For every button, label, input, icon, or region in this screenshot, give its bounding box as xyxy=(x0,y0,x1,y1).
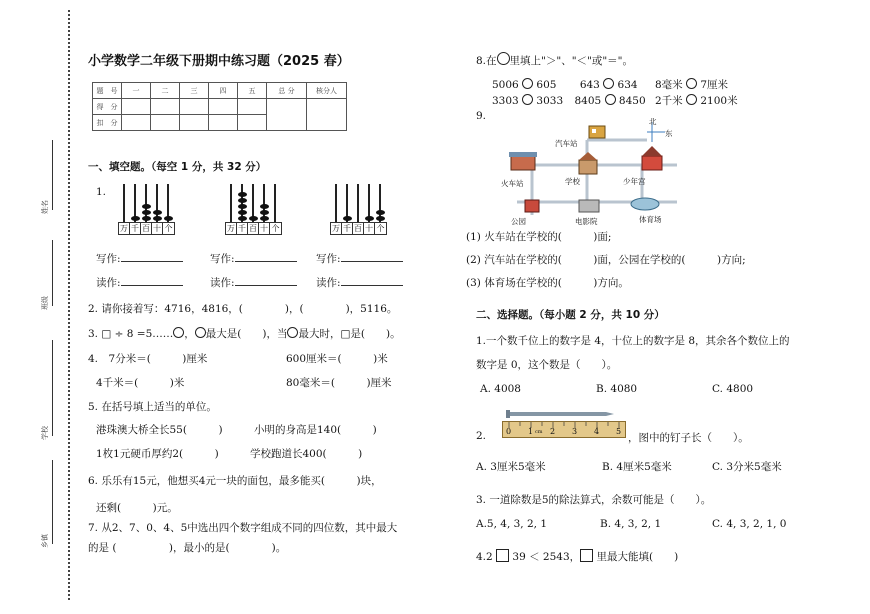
abacus-bead xyxy=(376,216,385,221)
write-line-1 xyxy=(96,251,183,266)
square-box[interactable] xyxy=(580,549,593,562)
abacus-bead xyxy=(343,216,352,221)
question-5: 5. 在括号填上适当的单位。 xyxy=(88,401,217,413)
abacus-bead xyxy=(142,216,151,221)
map-bus-label: 汽车站 xyxy=(555,139,578,148)
write-label: 写作: xyxy=(96,253,121,265)
circle-icon xyxy=(195,327,206,338)
question-2: 2. 请你接着写：4716，4816，( )，( )，5116。 xyxy=(88,303,398,315)
abacus-place-label: 个 xyxy=(376,224,385,233)
abacus-bead xyxy=(238,198,247,203)
question-4d: 80毫米＝( )厘米 xyxy=(286,377,392,389)
choice-2-text: ，图中的钉子长（ ）。 xyxy=(628,432,749,444)
choice-2-option-a[interactable]: A. 3厘米5毫米 xyxy=(476,461,546,473)
compare-circle[interactable] xyxy=(686,78,697,89)
choice-1-option-a[interactable]: A. 4008 xyxy=(480,383,521,395)
ruler-mark: 3 xyxy=(572,427,578,436)
score-table-header-row xyxy=(93,83,347,99)
ruler-mark: 1 xyxy=(528,427,534,436)
side-class-label: 班级 xyxy=(41,296,49,310)
choice-4: 4.2 39 ＜ 2543， 里最大能填( ) xyxy=(476,551,679,563)
score-row-label: 扣 分 xyxy=(93,115,122,131)
read-answer-blank[interactable] xyxy=(121,285,183,286)
abacus-place-label: 十 xyxy=(153,224,161,233)
question-6b: 还剩( )元。 xyxy=(96,502,178,514)
section-2-heading: 二、选择题。（每小题 2 分，共 10 分） xyxy=(476,309,665,321)
choice-1b: 数字是 0，这个数是（ ）。 xyxy=(476,359,618,371)
abacus-rod xyxy=(123,184,125,222)
compare-circle[interactable] xyxy=(686,94,697,105)
score-header-cell: 五 xyxy=(238,83,267,99)
choice-3-option-a[interactable]: A.5, 4, 3, 2, 1 xyxy=(476,518,548,530)
abacus-place-label: 万 xyxy=(332,224,340,233)
compare-circle[interactable] xyxy=(522,94,533,105)
question-5b: 小明的身高是140( ) xyxy=(254,424,377,436)
page-title: 小学数学二年级下册期中练习题（2025 春） xyxy=(88,54,350,69)
circle-icon xyxy=(173,327,184,338)
score-cell[interactable] xyxy=(238,99,267,115)
abacus-place-label: 十 xyxy=(365,224,373,233)
map-train-label: 火车站 xyxy=(501,179,524,188)
compare-circle[interactable] xyxy=(603,78,614,89)
abacus-bead xyxy=(238,192,247,197)
choice-3-option-b[interactable]: B. 4, 3, 2, 1 xyxy=(600,518,662,530)
write-line-3 xyxy=(316,251,403,266)
square-box[interactable] xyxy=(496,549,509,562)
question-8: 8.在 里填上"＞"、"＜"或"＝"。 xyxy=(476,52,633,68)
abacus-place-label: 万 xyxy=(120,224,128,233)
abacus-place-labels xyxy=(118,222,175,235)
ruler-ticks xyxy=(503,422,627,439)
question-3: 3. □ ÷ 8 =5…… ， 最大是( )，当 最大时，□是( )。 xyxy=(88,328,401,340)
read-label: 读作: xyxy=(210,277,235,289)
binding-dotted-line xyxy=(68,10,70,600)
score-cell[interactable] xyxy=(122,99,151,115)
side-township-line xyxy=(52,460,53,544)
abacus-place-label: 个 xyxy=(164,224,173,233)
abacus-rod xyxy=(274,184,276,222)
choice-2-option-b[interactable]: B. 4厘米5毫米 xyxy=(602,461,672,473)
q8-row-1: 5006 605 643 634 8毫米 7厘米 xyxy=(492,79,728,91)
choice-3-option-c[interactable]: C. 4, 3, 2, 1, 0 xyxy=(712,518,787,530)
abacus-bead xyxy=(164,216,173,221)
abacus-place-label: 千 xyxy=(131,224,139,233)
abacus-place-label: 十 xyxy=(260,224,268,233)
nail-icon xyxy=(506,409,616,419)
read-label: 读作: xyxy=(316,277,341,289)
score-table xyxy=(92,82,347,131)
abacus-bead xyxy=(131,216,140,221)
abacus-bead xyxy=(376,210,385,215)
side-school-line xyxy=(52,340,53,436)
choice-2-option-c[interactable]: C. 3分米5毫米 xyxy=(712,461,782,473)
question-4b: 600厘米＝( )米 xyxy=(286,353,388,365)
score-header-cell: 四 xyxy=(209,83,238,99)
question-7a: 7. 从2、7、0、4、5中选出四个数字组成不同的四位数，其中最大 xyxy=(88,522,398,534)
score-header-cell: 二 xyxy=(151,83,180,99)
score-header-cell: 三 xyxy=(180,83,209,99)
score-header-cell: 核分人 xyxy=(307,83,347,99)
score-cell[interactable] xyxy=(122,115,151,131)
question-9-3: (3) 体育场在学校的( )方向。 xyxy=(466,277,629,289)
question-7b: 的是 ( )，最小的是( )。 xyxy=(88,542,287,554)
question-4c: 4千米＝( )米 xyxy=(96,377,185,389)
write-label: 写作: xyxy=(210,253,235,265)
score-cell[interactable] xyxy=(180,99,209,115)
score-cell[interactable] xyxy=(151,99,180,115)
circle-icon xyxy=(287,327,298,338)
read-label: 读作: xyxy=(96,277,121,289)
abacus-rod xyxy=(357,184,359,222)
abacus-rod xyxy=(230,184,232,222)
score-cell[interactable] xyxy=(209,99,238,115)
question-9-1: (1) 火车站在学校的( )面; xyxy=(466,231,612,243)
map-east-label: 东 xyxy=(665,129,673,138)
compare-circle[interactable] xyxy=(605,94,616,105)
map-north-label: 北 xyxy=(649,117,657,126)
ruler-mark: 5 xyxy=(616,427,622,436)
write-answer-blank[interactable] xyxy=(341,261,403,262)
abacus-bead xyxy=(260,210,269,215)
ruler-figure xyxy=(502,421,626,438)
abacus-place-label: 百 xyxy=(142,224,150,233)
score-header-cell: 题 号 xyxy=(93,83,122,99)
side-school-label: 学校 xyxy=(41,426,49,440)
abacus-bead xyxy=(153,216,162,221)
side-name-label: 姓名 xyxy=(41,200,49,214)
score-header-cell: 总 分 xyxy=(267,83,307,99)
abacus-bead xyxy=(142,204,151,209)
abacus-place-label: 百 xyxy=(249,224,257,233)
ruler-mark: 4 xyxy=(594,427,600,436)
write-label: 写作: xyxy=(316,253,341,265)
score-cell[interactable] xyxy=(180,115,209,131)
abacus-bead xyxy=(238,204,247,209)
map-school-label: 学校 xyxy=(565,177,580,186)
section-1-heading: 一、填空题。（每空 1 分，共 32 分） xyxy=(88,161,267,173)
checker-cell[interactable] xyxy=(307,99,347,131)
abacus-bead xyxy=(238,216,247,221)
score-cell[interactable] xyxy=(209,115,238,131)
abacus-bead xyxy=(153,210,162,215)
abacus-bead xyxy=(260,216,269,221)
question-9-2: (2) 汽车站在学校的( )面，公园在学校的( )方向; xyxy=(466,254,746,266)
read-answer-blank[interactable] xyxy=(341,285,403,286)
score-cell[interactable] xyxy=(238,115,267,131)
abacus-bead xyxy=(142,210,151,215)
abacus-bead xyxy=(365,216,374,221)
compare-circle[interactable] xyxy=(522,78,533,89)
read-line-3 xyxy=(316,275,403,290)
q1-number: 1. xyxy=(96,186,107,198)
choice-1a: 1.一个数千位上的数字是 4，十位上的数字是 8，其余各个数位上的 xyxy=(476,335,790,347)
abacus-place-labels xyxy=(330,222,387,235)
total-score-cell[interactable] xyxy=(267,99,307,131)
side-name-line xyxy=(52,140,53,210)
abacus-place-label: 千 xyxy=(343,224,351,233)
question-6a: 6. 乐乐有15元，他想买4元一块的面包，最多能买( )块， xyxy=(88,475,382,487)
choice-2-number: 2. xyxy=(476,430,487,442)
write-answer-blank[interactable] xyxy=(121,261,183,262)
choice-1-option-b[interactable]: B. 4080 xyxy=(596,383,638,395)
question-4a: 4. 7分米＝( )厘米 xyxy=(88,353,208,365)
read-line-1 xyxy=(96,275,183,290)
abacus-place-labels xyxy=(225,222,282,235)
abacus-bead xyxy=(260,204,269,209)
circle-icon xyxy=(497,52,510,65)
direction-map xyxy=(497,117,697,228)
write-answer-blank[interactable] xyxy=(235,261,297,262)
map-palace-label: 少年宫 xyxy=(623,177,646,186)
map-park-label: 公园 xyxy=(511,217,526,226)
write-line-2 xyxy=(210,251,297,266)
score-header-cell: 一 xyxy=(122,83,151,99)
map-gym-label: 体育场 xyxy=(639,215,662,224)
abacus-place-label: 万 xyxy=(227,224,235,233)
abacus-place-label: 个 xyxy=(271,224,280,233)
score-cell[interactable] xyxy=(151,115,180,131)
q8-row-2: 3303 3033 8405 8450 2千米 2100米 xyxy=(492,95,738,107)
ruler-mark: 0 xyxy=(506,427,512,436)
read-answer-blank[interactable] xyxy=(235,285,297,286)
question-5d: 学校跑道长400( ) xyxy=(250,448,363,460)
score-row-label: 得 分 xyxy=(93,99,122,115)
question-5c: 1枚1元硬币厚约2( ) xyxy=(96,448,219,460)
abacus-place-label: 千 xyxy=(238,224,246,233)
abacus-rod xyxy=(335,184,337,222)
choice-3: 3. 一道除数是5的除法算式，余数可能是（ ）。 xyxy=(476,494,712,506)
side-class-line xyxy=(52,240,53,306)
abacus-bead xyxy=(249,216,258,221)
ruler-mark: 2 xyxy=(550,427,556,436)
side-township-label: 乡镇 xyxy=(41,534,49,548)
map-cinema-label: 电影院 xyxy=(575,217,598,226)
ruler-unit: cm xyxy=(535,429,543,435)
score-table-row xyxy=(93,99,347,115)
abacus-place-label: 百 xyxy=(354,224,362,233)
question-5a: 港珠澳大桥全长55( ) xyxy=(96,424,223,436)
abacus-bead xyxy=(238,210,247,215)
choice-1-option-c[interactable]: C. 4800 xyxy=(712,383,754,395)
question-9: 9. xyxy=(476,110,487,122)
read-line-2 xyxy=(210,275,297,290)
